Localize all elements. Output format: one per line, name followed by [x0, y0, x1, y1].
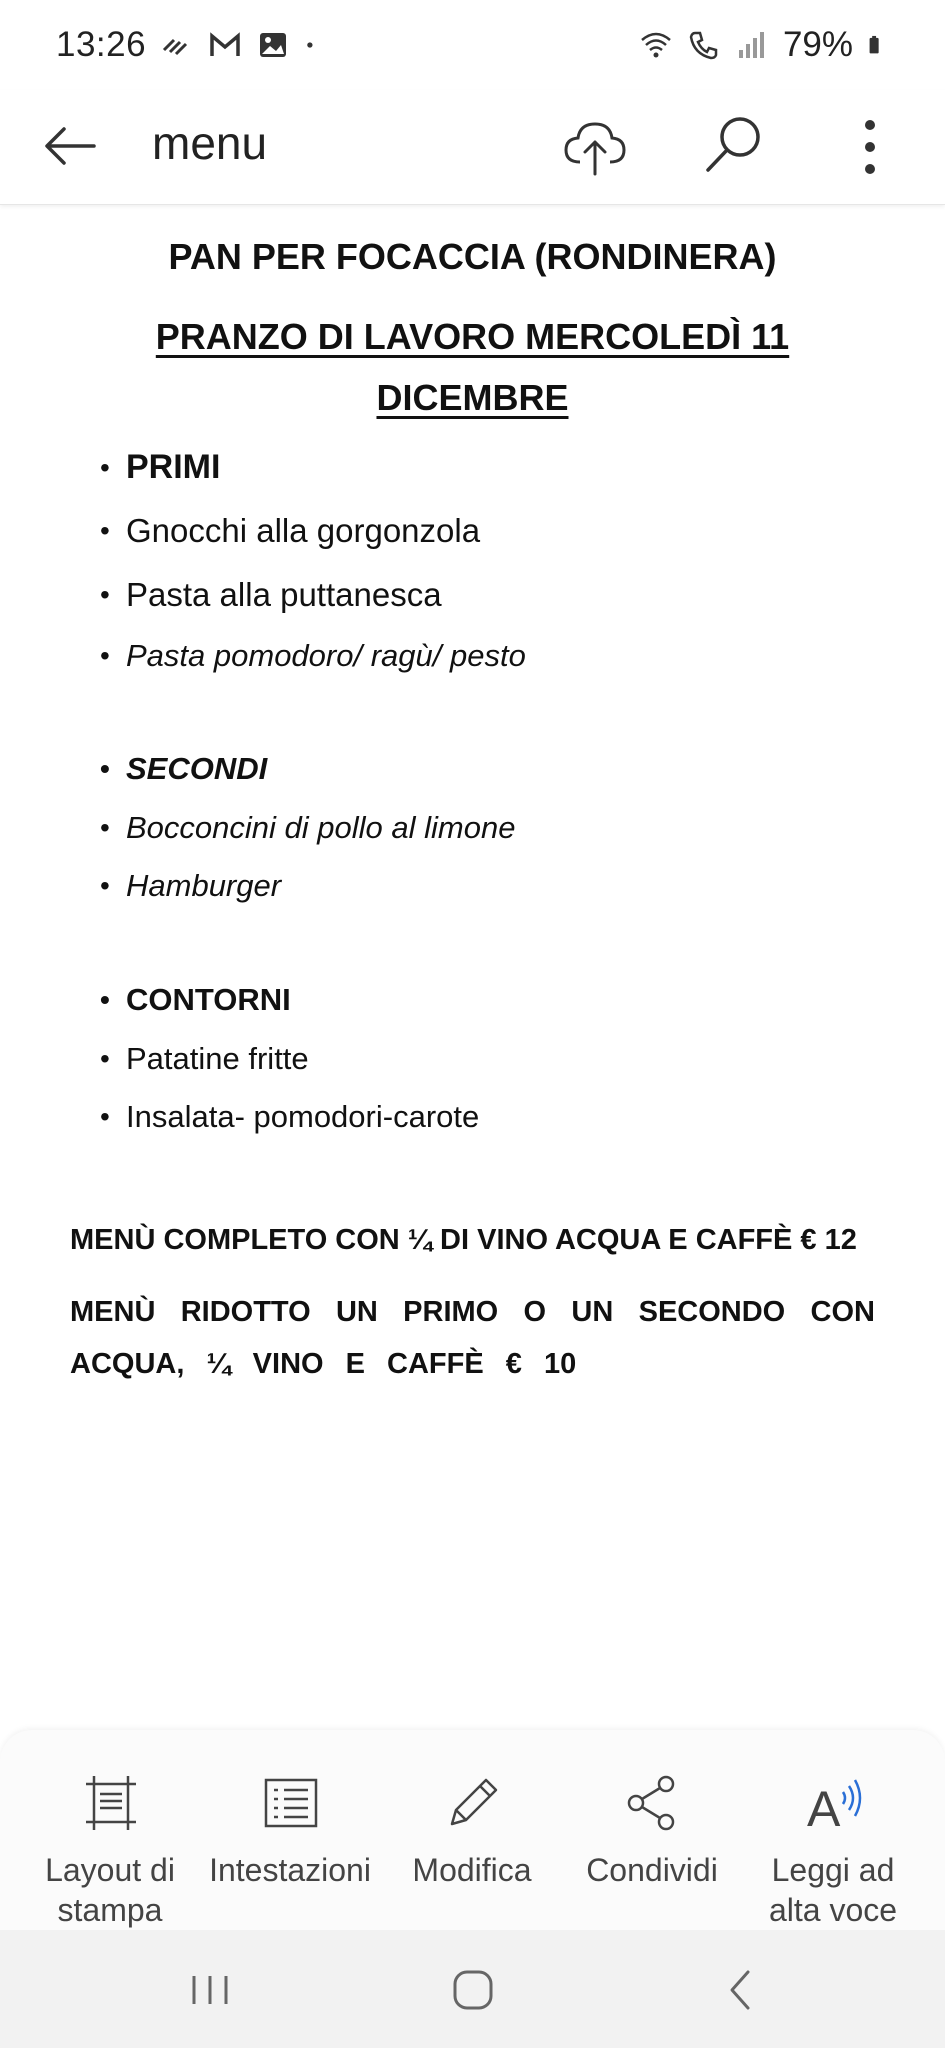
list-item [100, 810, 515, 846]
share-label: Condividi [586, 1852, 718, 1888]
bullet-icon: • [100, 451, 110, 483]
signal-icon [735, 28, 769, 62]
app-bar [0, 90, 945, 205]
price-reduced-menu: MENÙ RIDOTTO UN PRIMO O UN SECONDO CON ACQUA, ¼ VINO E CAFFÈ € 10 [70, 1296, 875, 1380]
price-full-menu: MENÙ COMPLETO CON ¼ DI VINO ACQUA E CAFFÈ € 12 [70, 1224, 857, 1256]
list-item [100, 448, 220, 487]
battery-icon [867, 28, 889, 62]
bullet-icon: • [100, 812, 110, 843]
headings-icon [262, 1774, 320, 1832]
gallery-icon [256, 28, 290, 62]
status-time: 13:26 [56, 25, 147, 64]
list-item [100, 512, 480, 550]
menu-item-text: Patatine fritte [126, 1041, 309, 1076]
list-item [100, 1099, 479, 1135]
more-vert-icon[interactable] [850, 112, 890, 182]
document-subtitle: PRANZO DI LAVORO MERCOLEDÌ 11 DICEMBRE [155, 316, 790, 418]
search-icon[interactable] [700, 112, 766, 178]
pencil-icon [444, 1774, 502, 1832]
section-heading: PRIMI [126, 448, 221, 486]
call-icon [687, 28, 721, 62]
print-layout-icon [82, 1774, 140, 1832]
bullet-icon: • [100, 984, 110, 1015]
document-name: menu [152, 117, 268, 169]
list-item [100, 638, 526, 674]
share-button[interactable] [562, 1730, 742, 1930]
status-bar [0, 0, 945, 90]
menu-item-text: Gnocchi alla gorgonzola [126, 512, 481, 549]
menu-item-text: Bocconcini di pollo al limone [126, 810, 516, 845]
list-item [100, 576, 442, 614]
system-navigation-bar [0, 1930, 945, 2048]
list-item [100, 868, 281, 904]
nav-back-icon[interactable] [710, 1960, 770, 2020]
wifi-calling-icon [639, 28, 673, 62]
list-item [100, 1041, 309, 1077]
document-title: PAN PER FOCACCIA (RONDINERA) [168, 236, 777, 277]
home-icon[interactable] [443, 1960, 503, 2020]
gmail-icon [208, 28, 242, 62]
bullet-icon: • [100, 1043, 110, 1074]
section-heading: SECONDI [126, 751, 268, 786]
share-icon [624, 1774, 682, 1832]
bottom-toolbar [0, 1730, 945, 1930]
bullet-icon: • [100, 870, 110, 901]
menu-item-text: Insalata- pomodori-carote [126, 1099, 480, 1134]
print-layout-label: Layout di stampa [45, 1852, 175, 1928]
svg-text:A: A [807, 1781, 841, 1832]
dot-icon [304, 28, 324, 62]
read-aloud-button[interactable] [743, 1730, 923, 1930]
read-aloud-label: Leggi ad alta voce [768, 1852, 898, 1928]
section-heading: CONTORNI [126, 982, 291, 1017]
voicemail-icon [160, 28, 194, 62]
bullet-icon: • [100, 640, 110, 671]
bullet-icon: • [100, 753, 110, 784]
list-item [100, 982, 291, 1018]
menu-item-text: Hamburger [126, 868, 282, 903]
menu-item-text: Pasta pomodoro/ ragù/ pesto [126, 638, 526, 673]
battery-percent: 79% [782, 25, 853, 64]
back-arrow-icon[interactable] [38, 114, 102, 178]
edit-label: Modifica [412, 1852, 532, 1888]
list-item [100, 751, 267, 787]
edit-button[interactable] [382, 1730, 562, 1930]
headings-label: Intestazioni [209, 1852, 371, 1888]
menu-item-text: Pasta alla puttanesca [126, 576, 442, 613]
bullet-icon: • [100, 1101, 110, 1132]
bullet-icon: • [100, 579, 110, 610]
headings-button[interactable] [200, 1730, 380, 1930]
print-layout-button[interactable] [20, 1730, 200, 1930]
bullet-icon: • [100, 515, 110, 546]
recent-apps-icon[interactable] [180, 1960, 240, 2020]
cloud-upload-icon[interactable] [560, 112, 630, 182]
read-aloud-icon [805, 1774, 863, 1832]
